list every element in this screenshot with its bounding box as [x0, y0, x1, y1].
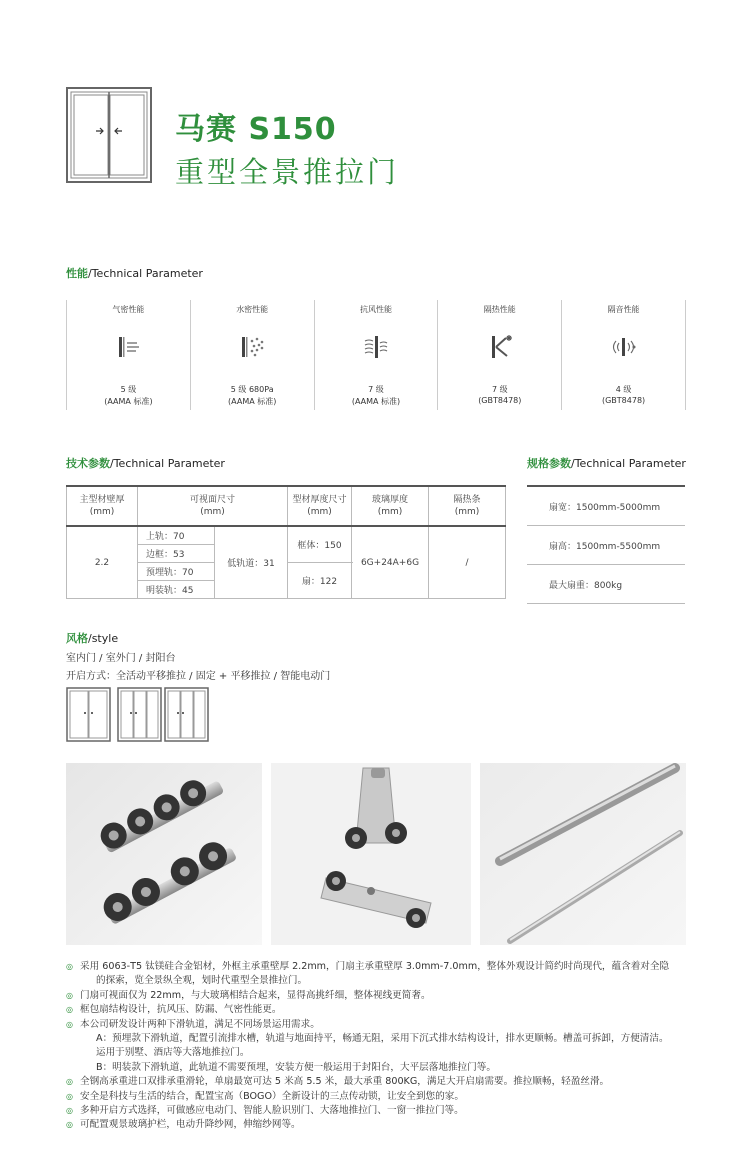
performance-item [437, 300, 561, 410]
note-item [66, 1118, 696, 1132]
wind-resistance-icon [361, 332, 391, 362]
note-text: 采用 6063-T5 钛镁硅合金铝材，外框主承重壁厚 2.2mm，门扇主承重壁厚 3.0mm-7.0mm，整体外观设计简约时尚现代，蕴含着对全隐 [80, 961, 670, 972]
bullet-icon: ◎ [66, 1019, 73, 1029]
fixed-sliding-door-icon [164, 687, 209, 742]
note-text: 安全是科技与生活的结合，配置宝高（BOGO）全新设计的三点传动锁，让安全到您的家。 [80, 1090, 464, 1102]
product-title: 马赛 S150 [175, 112, 337, 147]
performance-item [66, 300, 190, 410]
spec-heading-cn: 规格参数 [527, 457, 571, 470]
performance-heading-en: /Technical Parameter [88, 267, 203, 280]
table-cell: 上轨：70 [138, 526, 215, 545]
note-item [66, 974, 696, 988]
performance-value: 5 级 680Pa [230, 385, 274, 394]
three-panel-door-icon [117, 687, 162, 742]
spec-row: 扇高：1500mm-5500mm [527, 526, 685, 565]
bullet-spacer [66, 1032, 80, 1046]
tech-heading-en: /Technical Parameter [110, 457, 225, 470]
performance-item [190, 300, 314, 410]
sound-insulation-icon [609, 332, 639, 362]
table-header: 玻璃厚度 (mm) [352, 486, 429, 526]
table-header: 隔热条 (mm) [429, 486, 506, 526]
performance-standard: (GBT8478) [601, 396, 646, 405]
table-cell: 明装轨：45 [138, 581, 215, 599]
performance-label: 隔音性能 [607, 305, 640, 314]
performance-label: 水密性能 [236, 305, 269, 314]
performance-standard: (GBT8478) [478, 396, 522, 405]
style-opening-method: 开启方式：全活动平移推拉 / 固定 + 平移推拉 / 智能电动门 [66, 671, 331, 682]
bullet-icon: ◎ [66, 1120, 73, 1130]
note-text: 多种开启方式选择，可做感应电动门、智能人脸识别门、大落地推拉门、一窗一推拉门等。 [80, 1105, 464, 1117]
performance-value: 7 级 [368, 385, 384, 394]
performance-heading-cn: 性能 [66, 267, 88, 280]
tech-parameter-table [66, 485, 506, 599]
bullet-icon: ◎ [66, 1077, 73, 1087]
spec-parameter-table [527, 485, 685, 604]
note-item [66, 1003, 696, 1017]
performance-label: 气密性能 [112, 305, 145, 314]
bullet-icon: ◎ [66, 1005, 73, 1015]
style-usage: 室内门 / 室外门 / 封阳台 [66, 653, 176, 664]
sliding-door-diagram-icon [66, 87, 152, 183]
note-text: 全钢高承重进口双排承重滑轮，单扇最宽可达 5 米高 5.5 米，最大承重 800KG，满足大开启扇需要。推拉顺畅，轻盈丝滑。 [80, 1076, 610, 1088]
table-header: 主型材壁厚 (mm) [67, 486, 138, 526]
table-header: 型材厚度尺寸 (mm) [288, 486, 352, 526]
bullet-icon: ◎ [66, 990, 73, 1000]
note-text: 运用于别墅、酒店等大落地推拉门。 [96, 1047, 250, 1059]
table-cell: 扇：122 [288, 563, 352, 599]
note-text: 门扇可视面仅为 22mm，与大玻璃相结合起来，显得高挑纤细，整体视线更简奢。 [80, 989, 431, 1001]
table-cell-glass: 6G+24A+6G [352, 526, 429, 599]
bullet-icon: ◎ [66, 1091, 73, 1101]
note-text: A：预埋款下滑轨道，配置引流排水槽，轨道与地面持平，畅通无阻，采用下沉式排水结构设计，排水更顺畅。槽盖可拆卸，方便清洁。 [96, 1033, 669, 1045]
note-item [66, 1046, 696, 1060]
performance-item [314, 300, 438, 410]
note-text: 框包扇结构设计，抗风压、防漏、气密性能更。 [80, 1004, 282, 1016]
note-item [66, 989, 696, 1003]
note-item [66, 1061, 696, 1075]
note-text: 本公司研发设计两种下滑轨道，满足不同场景运用需求。 [80, 1018, 320, 1030]
table-cell-strip: / [429, 526, 506, 599]
table-cell: 预埋轨：70 [138, 563, 215, 581]
note-item [66, 960, 696, 974]
style-heading-en: /style [88, 632, 119, 645]
two-panel-door-icon [66, 687, 111, 742]
spec-heading-en: /Technical Parameter [571, 457, 686, 470]
spec-section-heading [527, 455, 686, 471]
water-tightness-icon [237, 332, 267, 362]
note-item [66, 1104, 696, 1118]
performance-standard: (AAMA 标准) [351, 397, 401, 406]
feature-notes [66, 960, 696, 1133]
note-item [66, 1018, 696, 1032]
spec-row: 最大扇重：800kg [527, 565, 685, 604]
note-text: B：明装款下滑轨道，此轨道不需要预埋，安装方便一般运用于封阳台，大平层落地推拉门等。 [96, 1061, 496, 1073]
performance-section-heading [66, 265, 203, 281]
bullet-icon: ◎ [66, 1106, 73, 1116]
performance-standard: (AAMA 标准) [228, 397, 277, 406]
aluminum-rail-photo [480, 763, 686, 945]
table-cell-wall: 2.2 [67, 526, 138, 599]
heat-insulation-icon [485, 332, 515, 362]
performance-row [66, 300, 686, 410]
performance-value: 4 级 [615, 385, 632, 394]
spec-row: 扇宽：1500mm-5000mm [527, 486, 685, 526]
lock-roller-photo [271, 763, 471, 945]
product-subtitle: 重型全景推拉门 [175, 155, 400, 189]
table-cell: 边框：53 [138, 545, 215, 563]
table-cell: 框体：150 [288, 526, 352, 563]
performance-label: 隔热性能 [483, 305, 516, 314]
note-item [66, 1032, 696, 1046]
style-heading-cn: 风格 [66, 632, 88, 645]
bullet-icon: ◎ [66, 962, 73, 971]
roller-wheels-photo [66, 763, 262, 945]
bullet-spacer [66, 1061, 80, 1075]
tech-heading-cn: 技术参数 [66, 457, 110, 470]
performance-label: 抗风性能 [359, 305, 392, 314]
air-tightness-icon [113, 332, 143, 362]
note-text: 的探索，览全景纵全观，划时代重型全景推拉门。 [96, 975, 308, 987]
style-section-heading [66, 630, 118, 646]
performance-value: 7 级 [491, 385, 508, 394]
performance-item [561, 300, 686, 410]
table-header: 可视面尺寸 (mm) [138, 486, 288, 526]
note-item [66, 1090, 696, 1104]
table-cell-low-rail: 低轨道：31 [215, 526, 288, 599]
performance-value: 5 级 [120, 385, 137, 394]
note-text: 可配置观景玻璃护栏，电动升降纱网，伸缩纱网等。 [80, 1119, 301, 1131]
note-item [66, 1075, 696, 1089]
bullet-spacer [66, 974, 80, 988]
tech-section-heading [66, 455, 225, 471]
performance-standard: (AAMA 标准) [104, 397, 153, 406]
bullet-spacer [66, 1046, 80, 1060]
